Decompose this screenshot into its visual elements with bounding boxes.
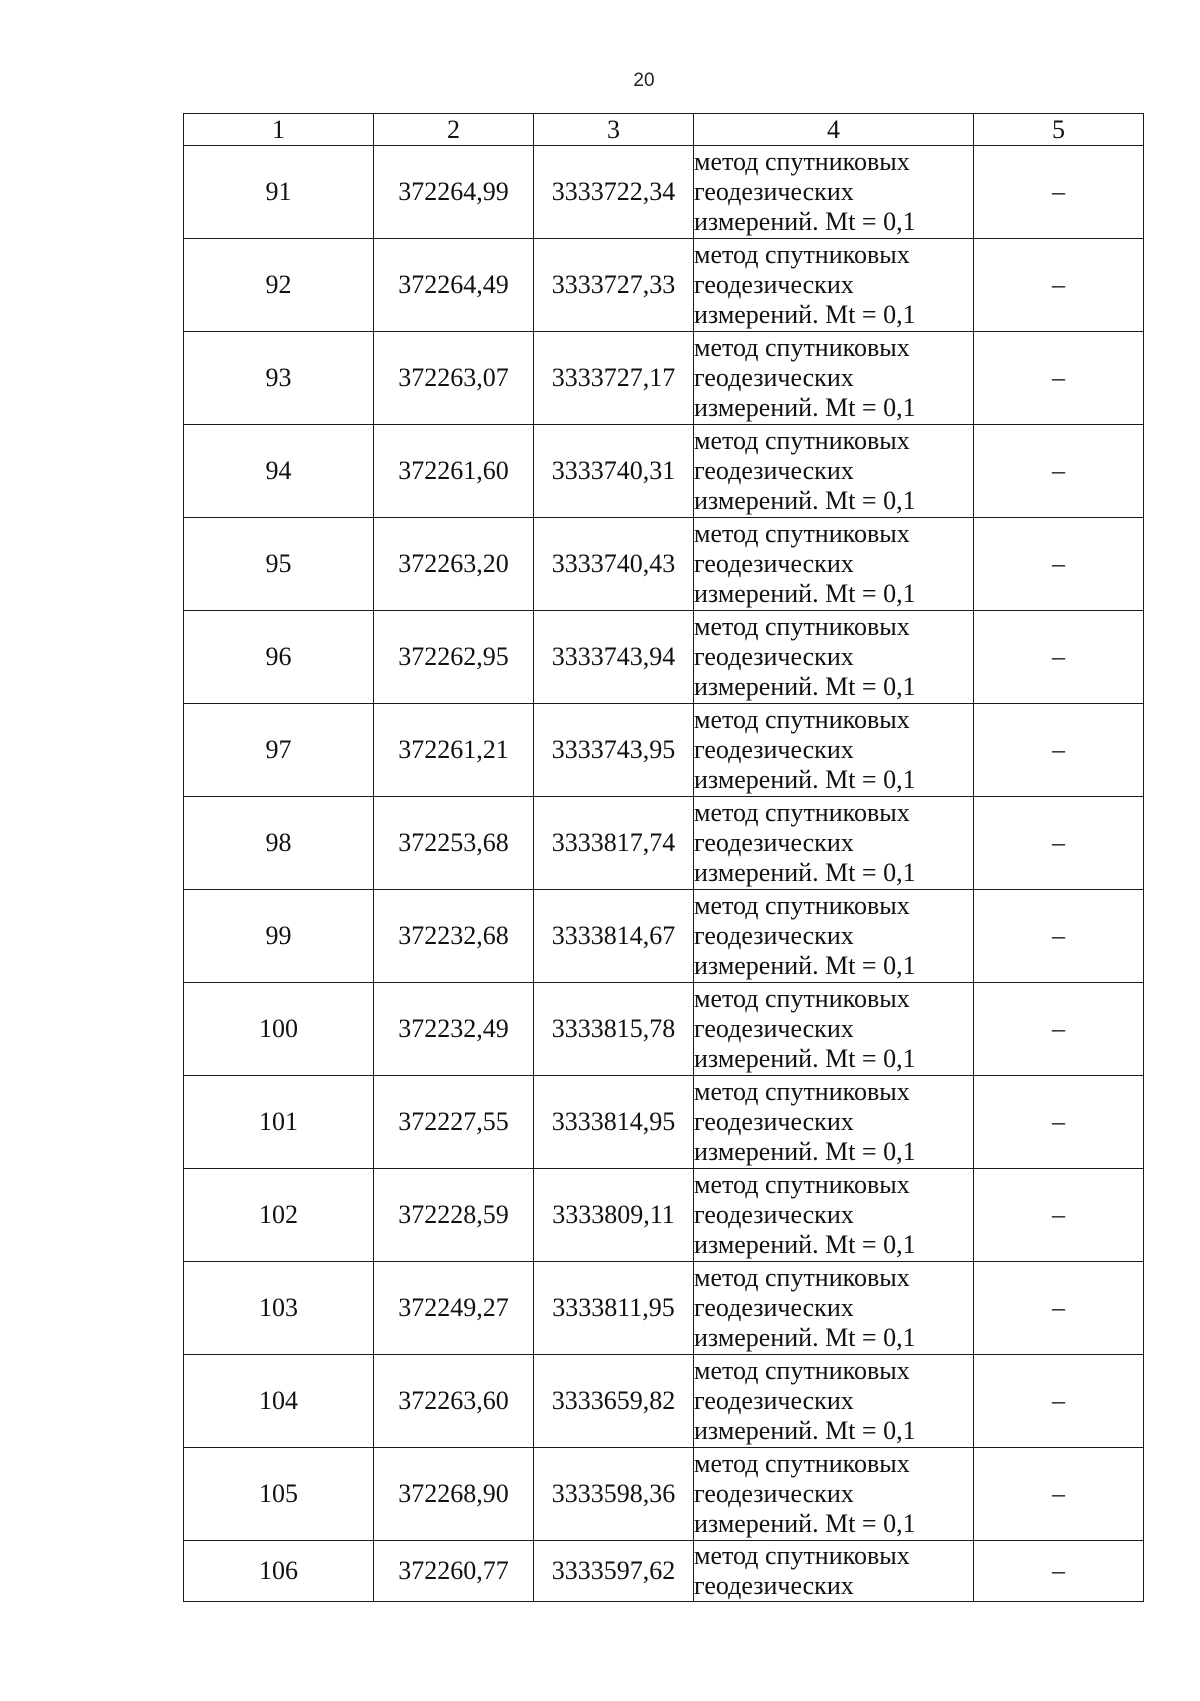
method-cell (694, 518, 974, 611)
table-row (184, 1169, 1144, 1262)
table-row (184, 1262, 1144, 1355)
note-cell: – (974, 1076, 1144, 1169)
note-cell: – (974, 704, 1144, 797)
column-header-3: 3 (534, 114, 694, 146)
table-row (184, 425, 1144, 518)
method-line: измерений. Mt = 0,1 (694, 579, 916, 608)
method-line: измерений. Mt = 0,1 (694, 1044, 916, 1073)
note-cell: – (974, 890, 1144, 983)
method-cell (694, 332, 974, 425)
method-line: метод спутниковых (694, 333, 910, 362)
point-number-cell: 91 (184, 146, 374, 239)
method-line: метод спутниковых (694, 1356, 910, 1385)
method-line: измерений. Mt = 0,1 (694, 486, 916, 515)
method-cell (694, 983, 974, 1076)
x-coordinate-cell: 372263,20 (374, 518, 534, 611)
point-number-cell: 105 (184, 1448, 374, 1541)
table-row (184, 983, 1144, 1076)
method-cell (694, 146, 974, 239)
table-row (184, 239, 1144, 332)
table-row (184, 1541, 1144, 1602)
method-line: геодезических (694, 1479, 854, 1508)
table-row (184, 890, 1144, 983)
method-cell (694, 1169, 974, 1262)
method-cell (694, 704, 974, 797)
x-coordinate-cell: 372232,49 (374, 983, 534, 1076)
note-cell: – (974, 146, 1144, 239)
note-cell: – (974, 1448, 1144, 1541)
method-line: измерений. Mt = 0,1 (694, 765, 916, 794)
note-cell: – (974, 332, 1144, 425)
table-row (184, 1448, 1144, 1541)
table-body (184, 114, 1144, 1602)
method-cell (694, 1262, 974, 1355)
x-coordinate-cell: 372260,77 (374, 1541, 534, 1602)
y-coordinate-cell: 3333811,95 (534, 1262, 694, 1355)
x-coordinate-cell: 372261,21 (374, 704, 534, 797)
method-line: измерений. Mt = 0,1 (694, 858, 916, 887)
table-row (184, 1355, 1144, 1448)
table-row (184, 1076, 1144, 1169)
method-line: метод спутниковых (694, 705, 910, 734)
table-row (184, 146, 1144, 239)
method-line: метод спутниковых (694, 1449, 910, 1478)
column-header-2: 2 (374, 114, 534, 146)
x-coordinate-cell: 372227,55 (374, 1076, 534, 1169)
method-line: измерений. Mt = 0,1 (694, 300, 916, 329)
method-line: метод спутниковых (694, 1541, 910, 1570)
method-line: измерений. Mt = 0,1 (694, 1230, 916, 1259)
method-line: геодезических (694, 642, 854, 671)
note-cell: – (974, 1169, 1144, 1262)
x-coordinate-cell: 372263,07 (374, 332, 534, 425)
point-number-cell: 106 (184, 1541, 374, 1602)
method-line: геодезических (694, 270, 854, 299)
y-coordinate-cell: 3333743,94 (534, 611, 694, 704)
method-line: геодезических (694, 549, 854, 578)
column-header-5: 5 (974, 114, 1144, 146)
point-number-cell: 103 (184, 1262, 374, 1355)
method-line: метод спутниковых (694, 1077, 910, 1106)
point-number-cell: 97 (184, 704, 374, 797)
column-header-4: 4 (694, 114, 974, 146)
y-coordinate-cell: 3333814,67 (534, 890, 694, 983)
point-number-cell: 100 (184, 983, 374, 1076)
x-coordinate-cell: 372262,95 (374, 611, 534, 704)
method-line: геодезических (694, 1200, 854, 1229)
method-cell (694, 890, 974, 983)
point-number-cell: 93 (184, 332, 374, 425)
method-line: метод спутниковых (694, 240, 910, 269)
method-cell (694, 1448, 974, 1541)
method-cell (694, 797, 974, 890)
point-number-cell: 92 (184, 239, 374, 332)
table-row (184, 704, 1144, 797)
method-line: метод спутниковых (694, 891, 910, 920)
header-row (184, 114, 1144, 146)
method-cell (694, 1076, 974, 1169)
method-line: метод спутниковых (694, 1263, 910, 1292)
y-coordinate-cell: 3333809,11 (534, 1169, 694, 1262)
method-line: метод спутниковых (694, 1170, 910, 1199)
y-coordinate-cell: 3333727,33 (534, 239, 694, 332)
page-number: 20 (633, 70, 655, 91)
x-coordinate-cell: 372264,99 (374, 146, 534, 239)
method-line: метод спутниковых (694, 426, 910, 455)
table-row (184, 332, 1144, 425)
point-number-cell: 99 (184, 890, 374, 983)
y-coordinate-cell: 3333814,95 (534, 1076, 694, 1169)
method-cell (694, 1541, 974, 1602)
point-number-cell: 104 (184, 1355, 374, 1448)
y-coordinate-cell: 3333598,36 (534, 1448, 694, 1541)
y-coordinate-cell: 3333817,74 (534, 797, 694, 890)
x-coordinate-cell: 372268,90 (374, 1448, 534, 1541)
column-header-1: 1 (184, 114, 374, 146)
table-row (184, 611, 1144, 704)
method-line: геодезических (694, 456, 854, 485)
method-line: геодезических (694, 1386, 854, 1415)
note-cell: – (974, 1541, 1144, 1602)
point-number-cell: 98 (184, 797, 374, 890)
note-cell: – (974, 425, 1144, 518)
note-cell: – (974, 797, 1144, 890)
method-line: геодезических (694, 363, 854, 392)
table-row (184, 518, 1144, 611)
method-cell (694, 239, 974, 332)
point-number-cell: 95 (184, 518, 374, 611)
method-line: геодезических (694, 735, 854, 764)
method-line: измерений. Mt = 0,1 (694, 1323, 916, 1352)
method-line: измерений. Mt = 0,1 (694, 951, 916, 980)
note-cell: – (974, 518, 1144, 611)
method-cell (694, 1355, 974, 1448)
method-line: измерений. Mt = 0,1 (694, 1416, 916, 1445)
method-line: геодезических (694, 1107, 854, 1136)
y-coordinate-cell: 3333659,82 (534, 1355, 694, 1448)
method-line: геодезических (694, 1293, 854, 1322)
method-line: геодезических (694, 1571, 854, 1600)
method-cell (694, 611, 974, 704)
y-coordinate-cell: 3333740,43 (534, 518, 694, 611)
x-coordinate-cell: 372249,27 (374, 1262, 534, 1355)
method-line: измерений. Mt = 0,1 (694, 672, 916, 701)
coordinates-table (183, 113, 1144, 1602)
x-coordinate-cell: 372261,60 (374, 425, 534, 518)
note-cell: – (974, 1355, 1144, 1448)
method-line: измерений. Mt = 0,1 (694, 1509, 916, 1538)
method-line: геодезических (694, 1014, 854, 1043)
x-coordinate-cell: 372264,49 (374, 239, 534, 332)
method-line: геодезических (694, 177, 854, 206)
method-line: метод спутниковых (694, 519, 910, 548)
method-line: метод спутниковых (694, 147, 910, 176)
method-line: геодезических (694, 921, 854, 950)
point-number-cell: 102 (184, 1169, 374, 1262)
y-coordinate-cell: 3333743,95 (534, 704, 694, 797)
method-line: измерений. Mt = 0,1 (694, 1137, 916, 1166)
y-coordinate-cell: 3333740,31 (534, 425, 694, 518)
y-coordinate-cell: 3333597,62 (534, 1541, 694, 1602)
x-coordinate-cell: 372232,68 (374, 890, 534, 983)
note-cell: – (974, 983, 1144, 1076)
y-coordinate-cell: 3333727,17 (534, 332, 694, 425)
point-number-cell: 96 (184, 611, 374, 704)
x-coordinate-cell: 372263,60 (374, 1355, 534, 1448)
table-row (184, 797, 1144, 890)
note-cell: – (974, 239, 1144, 332)
method-line: метод спутниковых (694, 798, 910, 827)
x-coordinate-cell: 372228,59 (374, 1169, 534, 1262)
method-line: метод спутниковых (694, 612, 910, 641)
note-cell: – (974, 611, 1144, 704)
method-cell (694, 425, 974, 518)
note-cell: – (974, 1262, 1144, 1355)
y-coordinate-cell: 3333815,78 (534, 983, 694, 1076)
method-line: измерений. Mt = 0,1 (694, 207, 916, 236)
point-number-cell: 101 (184, 1076, 374, 1169)
point-number-cell: 94 (184, 425, 374, 518)
method-line: измерений. Mt = 0,1 (694, 393, 916, 422)
method-line: геодезических (694, 828, 854, 857)
y-coordinate-cell: 3333722,34 (534, 146, 694, 239)
method-line: метод спутниковых (694, 984, 910, 1013)
x-coordinate-cell: 372253,68 (374, 797, 534, 890)
